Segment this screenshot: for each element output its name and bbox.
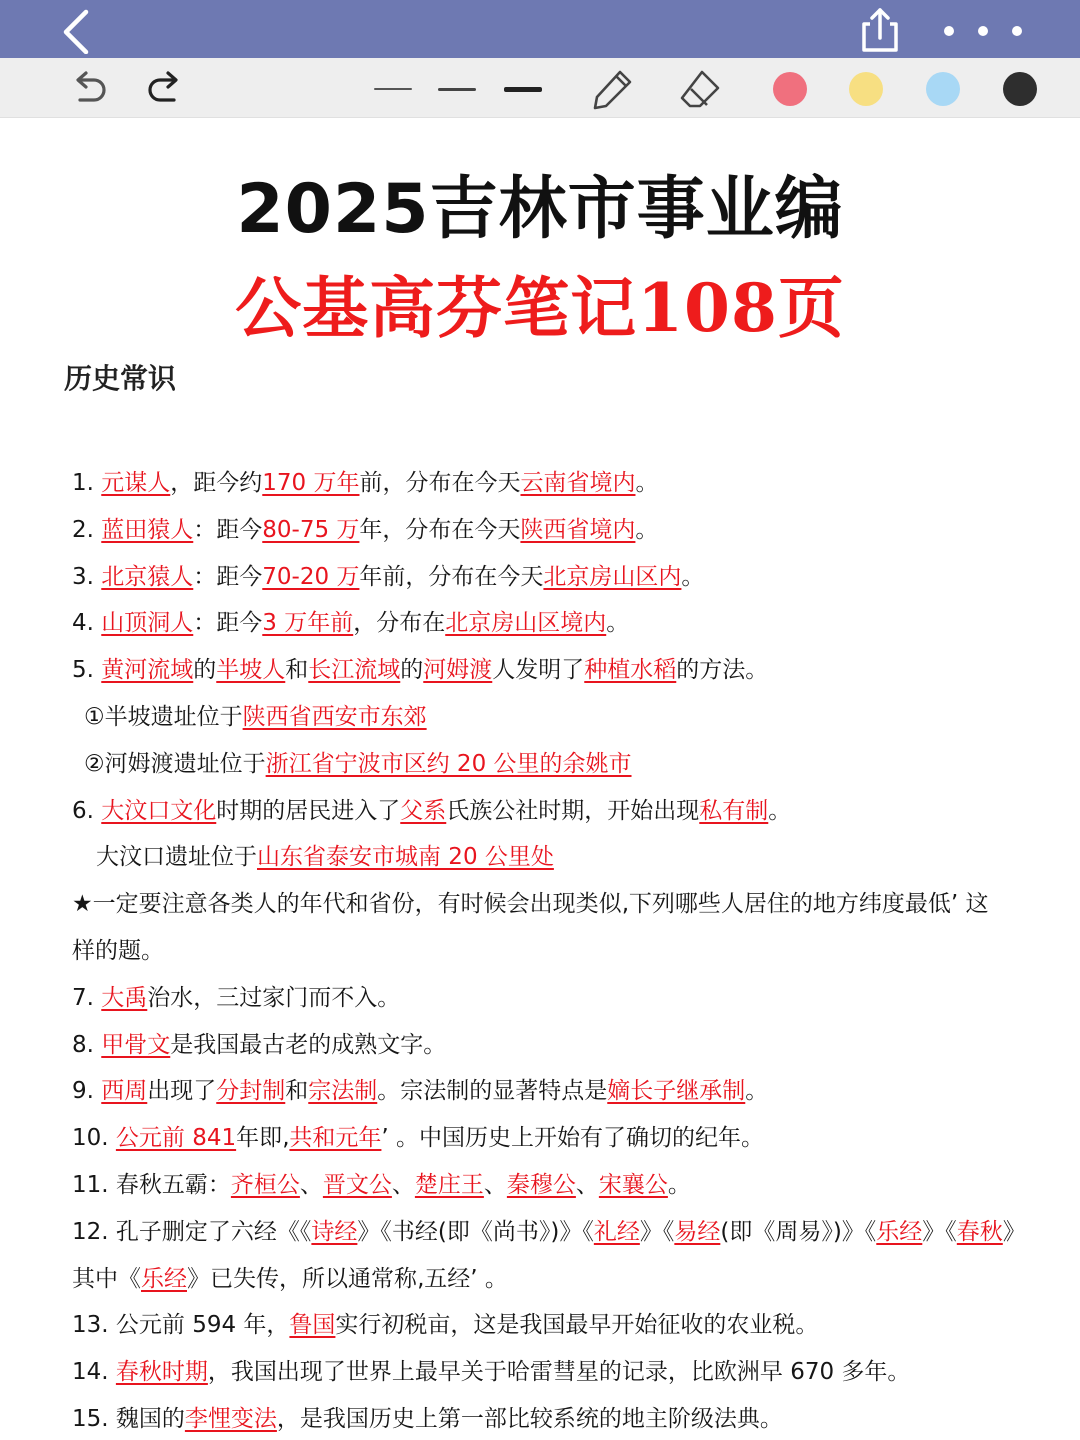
note-text: 》《	[922, 1218, 957, 1245]
note-text: 。	[635, 470, 659, 496]
note-text: 。	[667, 1171, 691, 1198]
note-text: 的	[193, 657, 217, 684]
note-text: 。	[635, 516, 659, 543]
note-text: 15. 魏国的	[72, 1405, 185, 1432]
highlighted-term: 甲骨文	[101, 1031, 171, 1058]
highlighted-term: 西周	[101, 1078, 148, 1105]
note-text: (即《周易》)》《	[720, 1218, 877, 1245]
eraser-icon	[678, 68, 722, 110]
note-text: 样的题。	[72, 937, 164, 964]
note-text: 2.	[72, 516, 102, 543]
highlighted-term: 山顶洞人	[101, 610, 194, 637]
share-button[interactable]	[852, 2, 908, 56]
note-text: 年前，分布在今天	[359, 563, 544, 590]
note-text: 是我国最古老的成熟文字。	[170, 1031, 447, 1058]
note-line	[72, 460, 1012, 507]
highlighted-term: 分封制	[216, 1078, 286, 1105]
note-text: ’ 。中国历史上开始有了确切的纪年。	[381, 1125, 765, 1152]
note-text: 前，分布在今天	[359, 470, 521, 496]
highlighted-term: 长江流域	[308, 657, 401, 684]
document-subtitle: 公基高芬笔记108页	[235, 269, 845, 347]
highlighted-term: 云南省境内	[520, 470, 636, 496]
stroke-thick-button[interactable]	[500, 72, 546, 106]
highlighted-term: 河姆渡	[423, 657, 493, 684]
note-text: ，是我国历史上第一部比较系统的地主阶级法典。	[276, 1405, 783, 1432]
redo-button[interactable]	[144, 68, 188, 110]
note-text: 治水，三过家门而不入。	[147, 984, 401, 1011]
highlighted-term: 大汶口文化	[101, 797, 217, 824]
note-text: 。	[768, 797, 792, 824]
note-text: 年，分布在今天	[359, 516, 521, 543]
undo-icon	[66, 68, 110, 110]
notes-list	[72, 460, 1026, 1440]
note-line	[72, 881, 1012, 928]
section-heading: 历史常识	[64, 362, 177, 395]
highlighted-term: 大禹	[101, 984, 148, 1011]
note-line	[72, 600, 1012, 647]
note-line	[72, 1349, 1012, 1396]
note-text: ，我国出现了世界上最早关于哈雷彗星的记录，比欧洲早 670 多年。	[207, 1359, 911, 1386]
highlighted-term: 宋襄公	[598, 1171, 668, 1198]
note-text: ：距今	[193, 610, 263, 637]
note-line	[72, 1068, 1012, 1115]
highlighted-term: 黄河流域	[101, 657, 194, 684]
highlighted-term: 楚庄王	[414, 1171, 484, 1198]
note-line	[72, 554, 1012, 601]
note-text: 4.	[72, 610, 102, 637]
stroke-thick-icon	[504, 87, 542, 92]
highlighted-term: 80-75 万	[262, 516, 360, 543]
note-text: 1.	[72, 470, 102, 496]
document-title: 2025吉林市事业编	[236, 170, 844, 249]
note-text: 5.	[72, 657, 102, 684]
note-line	[72, 1209, 1026, 1256]
color-swatch-pink[interactable]	[773, 72, 807, 106]
note-text: 9.	[72, 1078, 102, 1105]
highlighted-term: 春秋时期	[115, 1359, 208, 1386]
chevron-left-icon	[50, 6, 100, 54]
highlighted-term: 3 万年前	[262, 610, 354, 637]
note-line	[72, 647, 1012, 694]
note-text: 的	[400, 657, 424, 684]
pen-tool-button[interactable]	[590, 68, 634, 110]
note-text: 》已失传，所以通常称‚五经’ 。	[187, 1265, 508, 1292]
color-swatch-blue[interactable]	[926, 72, 960, 106]
highlighted-term: 私有制	[699, 797, 769, 824]
annotation-toolbar	[0, 58, 1080, 118]
highlighted-term: 晋文公	[322, 1171, 392, 1198]
note-text: 的方法。	[676, 657, 769, 684]
highlighted-term: 陕西省境内	[520, 516, 636, 543]
note-line	[72, 1162, 1012, 1209]
highlighted-term: 北京房山区内	[543, 563, 682, 590]
note-text: 氏族公社时期，开始出现	[446, 797, 700, 824]
highlighted-term: 春秋	[956, 1218, 1003, 1245]
highlighted-term: 北京猿人	[101, 563, 194, 590]
note-line	[72, 694, 1012, 741]
note-line	[72, 741, 1012, 788]
note-text: 、	[391, 1171, 415, 1198]
highlighted-term: 半坡人	[216, 657, 286, 684]
note-line	[72, 1022, 1012, 1069]
note-text: 、	[483, 1171, 507, 1198]
highlighted-term: 北京房山区境内	[445, 610, 607, 637]
highlighted-term: 浙江省宁波市区约 20 公里的余姚市	[265, 750, 632, 777]
note-text: 7.	[72, 984, 102, 1011]
note-text: 。宗法制的显著特点是	[377, 1078, 608, 1105]
highlighted-term: 鲁国	[289, 1312, 336, 1339]
note-text: 。	[606, 610, 630, 637]
note-text: 时期的居民进入了	[216, 797, 401, 824]
more-options-button[interactable]	[930, 14, 1030, 48]
note-line	[72, 1396, 1012, 1440]
highlighted-term: 父系	[400, 797, 447, 824]
color-swatch-yellow[interactable]	[849, 72, 883, 106]
undo-button[interactable]	[66, 68, 110, 110]
stroke-thin-icon	[374, 88, 412, 90]
more-icon	[930, 14, 1030, 48]
note-text: 。	[745, 1078, 769, 1105]
note-text: 其中《	[72, 1265, 141, 1292]
pen-icon	[590, 68, 634, 110]
note-text: 8.	[72, 1031, 102, 1058]
note-text: 大汶口遗址位于	[96, 844, 257, 871]
eraser-tool-button[interactable]	[678, 68, 722, 110]
note-text: 》《书经(即《尚书》)》《	[357, 1218, 594, 1245]
note-text: 6.	[72, 797, 102, 824]
highlighted-term: 170 万年	[262, 470, 360, 496]
note-text: 11. 春秋五霸：	[72, 1171, 231, 1198]
highlighted-term: 嫡长子继承制	[607, 1078, 746, 1105]
stroke-thin-button[interactable]	[370, 72, 416, 106]
note-text: 和	[285, 1078, 309, 1105]
highlighted-term: 乐经	[141, 1265, 187, 1292]
note-line	[72, 975, 1012, 1022]
note-text: ：距今	[193, 563, 263, 590]
highlighted-term: 陕西省西安市东郊	[242, 703, 427, 730]
note-line	[72, 788, 1012, 835]
redo-icon	[144, 68, 188, 110]
note-line	[72, 1256, 1012, 1303]
top-nav-bar	[0, 0, 1080, 58]
highlighted-term: 种植水稻	[584, 657, 677, 684]
back-button[interactable]	[50, 6, 100, 54]
highlighted-term: 宗法制	[308, 1078, 378, 1105]
note-text: 14.	[72, 1359, 116, 1386]
highlighted-term: 元谋人	[101, 470, 171, 496]
note-line	[72, 834, 1012, 881]
highlighted-term: 公元前 841	[115, 1125, 237, 1152]
note-line	[72, 1302, 1012, 1349]
note-text: ，距今约	[170, 470, 263, 496]
note-text: ，分布在	[353, 610, 446, 637]
highlighted-term: 李悝变法	[184, 1405, 277, 1432]
note-text: 》	[1002, 1218, 1026, 1245]
note-text: 10.	[72, 1125, 116, 1152]
highlighted-term: 70-20 万	[262, 563, 360, 590]
note-line	[72, 928, 1012, 975]
note-text: 3.	[72, 563, 102, 590]
highlighted-term: 共和元年	[289, 1125, 382, 1152]
note-line	[72, 507, 1012, 554]
highlighted-term: 礼经	[593, 1218, 640, 1245]
note-text: 实行初税亩，这是我国最早开始征收的农业税。	[335, 1312, 819, 1339]
highlighted-term: 齐桓公	[230, 1171, 300, 1198]
note-text: 人发明了	[492, 657, 585, 684]
highlighted-term: 秦穆公	[506, 1171, 576, 1198]
stroke-medium-icon	[438, 88, 476, 91]
highlighted-term: 易经	[674, 1218, 721, 1245]
note-text: 12. 孔子删定了六经《《	[72, 1218, 312, 1245]
note-line	[72, 1115, 1012, 1162]
note-text: 、	[575, 1171, 599, 1198]
note-text: 13. 公元前 594 年，	[72, 1312, 290, 1339]
color-swatch-black[interactable]	[1003, 72, 1037, 106]
share-icon	[852, 2, 908, 56]
note-text: 和	[285, 657, 309, 684]
note-text: ★一定要注意各类人的年代和省份，有时候会出现类似‚下列哪些人居住的地方纬度最低’ 这	[72, 891, 989, 918]
highlighted-term: 诗经	[311, 1218, 358, 1245]
note-text: 出现了	[147, 1078, 217, 1105]
note-text: ①半坡遗址位于	[84, 703, 243, 730]
note-text: 年即‚	[236, 1125, 290, 1152]
note-text: ②河姆渡遗址位于	[84, 750, 266, 777]
stroke-medium-button[interactable]	[434, 72, 480, 106]
note-text: 、	[299, 1171, 323, 1198]
highlighted-term: 山东省泰安市城南 20 公里处	[257, 844, 554, 871]
highlighted-term: 乐经	[876, 1218, 923, 1245]
note-text: 》《	[639, 1218, 675, 1245]
note-text: 。	[681, 563, 705, 590]
highlighted-term: 蓝田猿人	[101, 516, 194, 543]
note-text: ：距今	[193, 516, 263, 543]
